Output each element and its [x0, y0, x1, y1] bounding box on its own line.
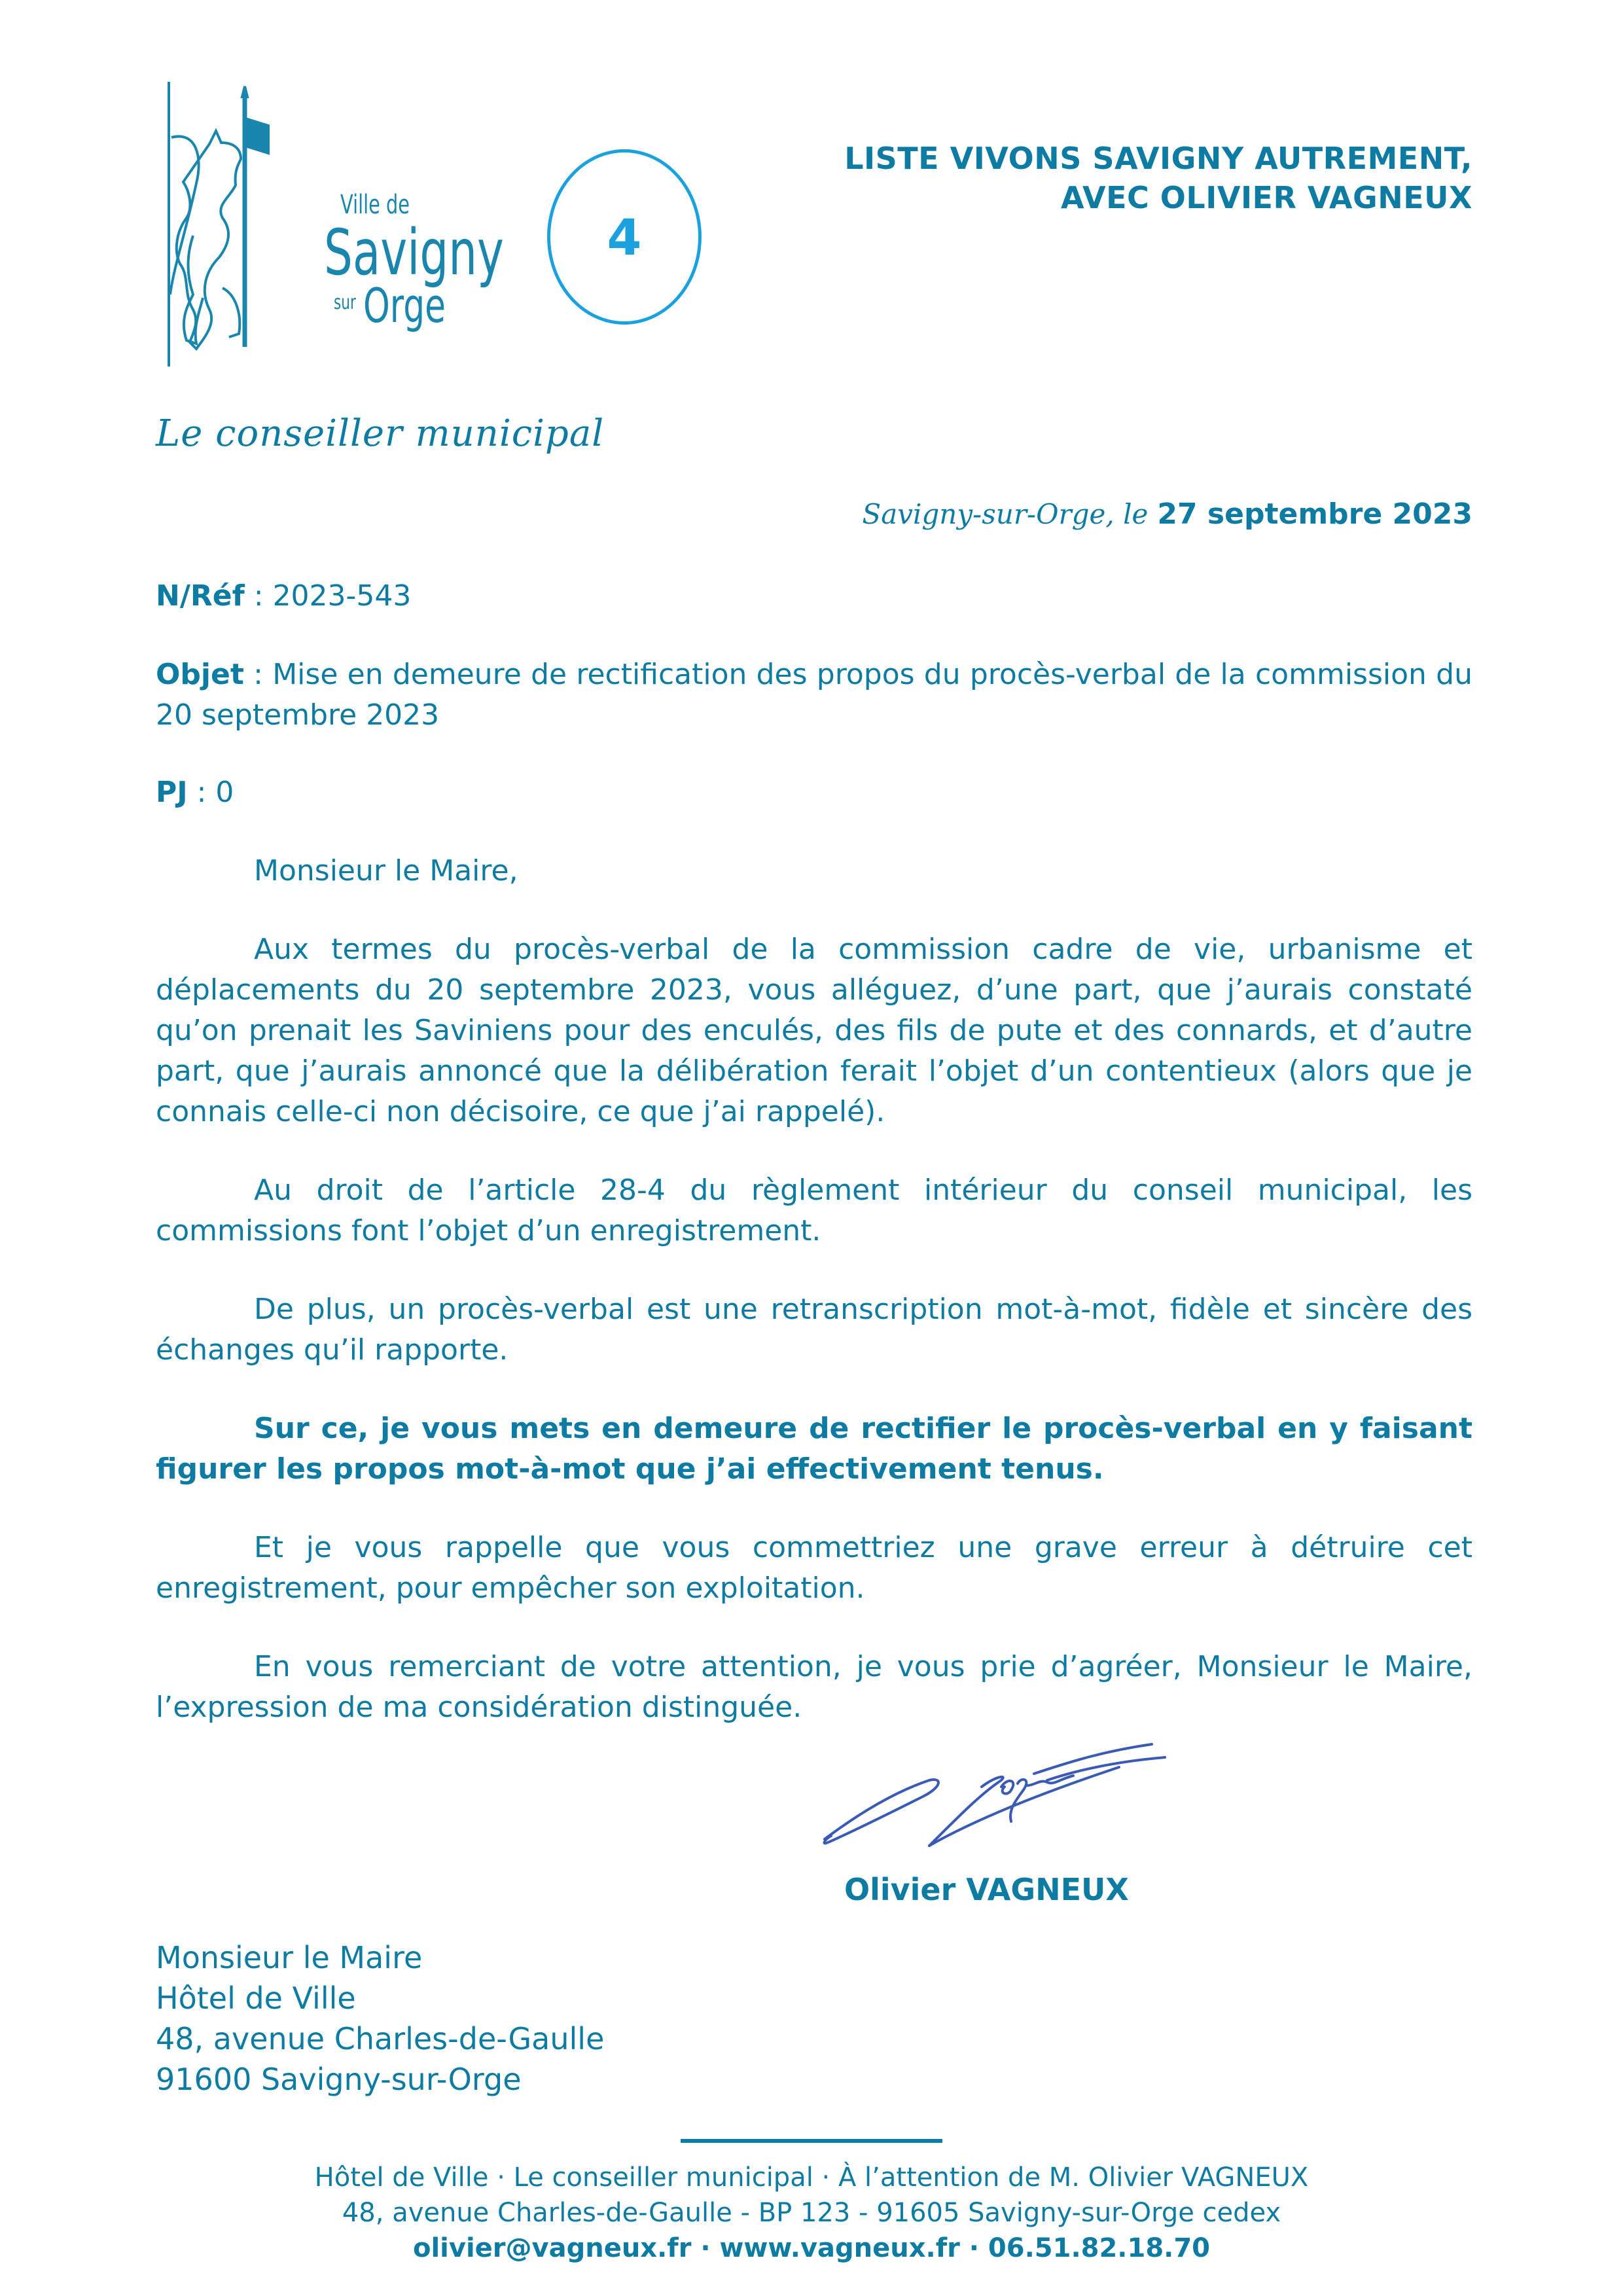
dateline-date: 27 septembre 2023: [1157, 497, 1472, 531]
reference-line: [156, 576, 411, 617]
footer-divider: [681, 2139, 942, 2143]
recipient-address: [156, 1937, 604, 2100]
paragraph-allegations: Aux termes du procès-verbal de la commission cadre de vie, urbanisme et déplacements du 20 septembre 2023, vous alléguez, d’une part, que j’aurais constaté qu’on prenait les Saviniens pour des enculés, des fils de pute et des connards, et d’autre part, que j’aurais annoncé que la délibération ferait l’objet d’un contentieux (alors que je connais celle-ci non décisoire, ce que j’ai rappelé).: [156, 933, 1472, 1128]
logo-ville-de: Ville de: [340, 190, 410, 220]
recipient-line: Monsieur le Maire: [156, 1940, 423, 1975]
footer: [0, 2160, 1623, 2266]
footer-contact: olivier@vagneux.fr · www.vagneux.fr · 06.51.82.18.70: [412, 2233, 1211, 2263]
recipient-line: 48, avenue Charles-de-Gaulle: [156, 2021, 605, 2056]
logo-orge: Orge: [363, 278, 446, 333]
object-label: Objet: [156, 658, 244, 691]
reference-sep: :: [244, 579, 273, 613]
signatory-name: Olivier VAGNEUX: [844, 1872, 1129, 1907]
attachments-sep: :: [187, 776, 216, 809]
sender-role: Le conseiller municipal: [156, 412, 605, 455]
dateline: [862, 497, 1472, 531]
list-number-badge: [547, 149, 702, 325]
party-line-2: AVEC OLIVIER VAGNEUX: [1061, 180, 1472, 215]
dateline-place: Savigny-sur-Orge, le: [862, 498, 1149, 530]
logo-savigny: Savigny: [324, 216, 504, 289]
footer-line-2: 48, avenue Charles-de-Gaulle - BP 123 - 91605 Savigny-sur-Orge cedex: [342, 2198, 1281, 2228]
letter-body: [156, 851, 1472, 1766]
recipient-line: 91600 Savigny-sur-Orge: [156, 2062, 522, 2097]
salutation: Monsieur le Maire,: [254, 854, 518, 888]
paragraph-formal-notice: Sur ce, je vous mets en demeure de rectifier le procès-verbal en y faisant figurer les propos mot-à-mot que j’ai effectivement tenus.: [156, 1412, 1472, 1486]
object-line: [156, 655, 1472, 736]
footer-line-1: Hôtel de Ville · Le conseiller municipal · À l’attention de M. Olivier VAGNEUX: [314, 2162, 1309, 2193]
handwritten-signature: [812, 1741, 1178, 1859]
paragraph-warning: Et je vous rappelle que vous commettriez une grave erreur à détruire cet enregistrement, pour empêcher son exploitation.: [156, 1531, 1472, 1605]
logo-sur: sur: [334, 291, 356, 314]
recipient-line: Hôtel de Ville: [156, 1981, 356, 2016]
paragraph-recording-rule: Au droit de l’article 28-4 du règlement intérieur du conseil municipal, les commissions font l’objet d’un enregistrement.: [156, 1174, 1472, 1247]
reference-label: N/Réf: [156, 579, 245, 613]
reference-value: 2023-543: [272, 579, 412, 613]
object-sep: :: [243, 658, 273, 691]
object-value: Mise en demeure de rectification des propos du procès-verbal de la commission du 20 septembre 2023: [156, 658, 1473, 732]
attachments-label: PJ: [156, 776, 188, 809]
city-logo: [157, 79, 504, 373]
list-number: 4: [607, 207, 642, 266]
paragraph-verbatim: De plus, un procès-verbal est une retranscription mot-à-mot, fidèle et sincère des échanges qu’il rapporte.: [156, 1293, 1472, 1367]
attachments-line: [156, 772, 234, 813]
party-line-1: LISTE VIVONS SAVIGNY AUTREMENT,: [844, 141, 1472, 176]
attachments-value: 0: [215, 776, 234, 809]
paragraph-closing: En vous remerciant de votre attention, je vous prie d’agréer, Monsieur le Maire, l’expression de ma considération distinguée.: [156, 1650, 1472, 1724]
party-header: [844, 139, 1472, 217]
